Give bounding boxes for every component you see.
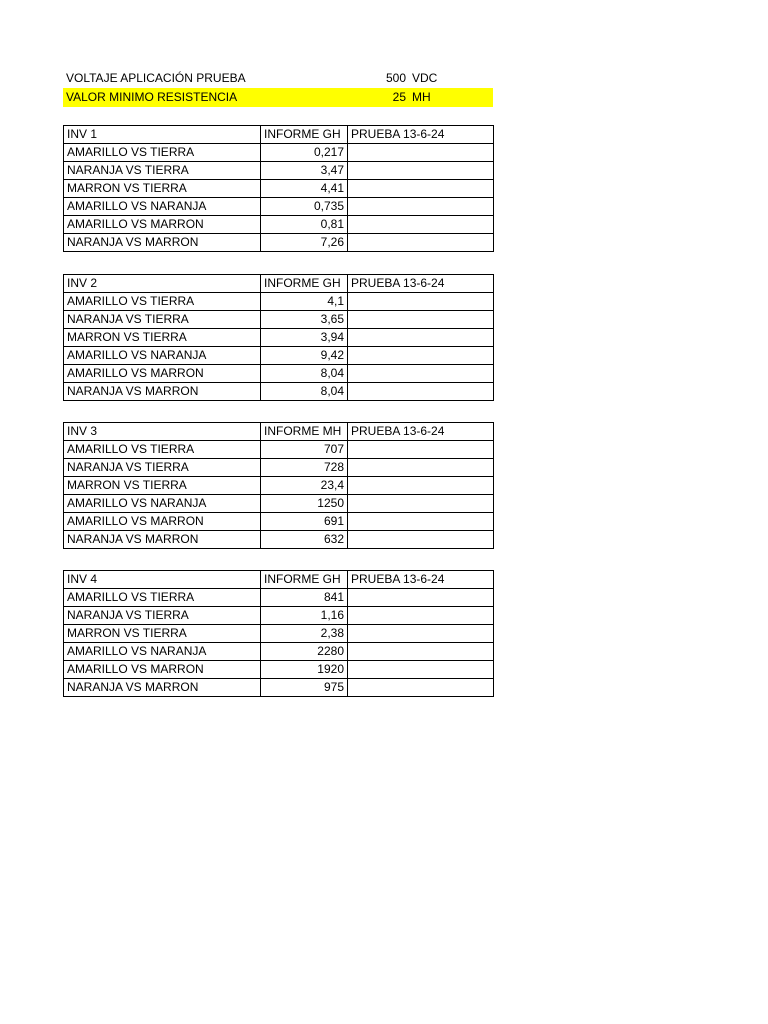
report-header-cell: INFORME GH	[261, 126, 348, 144]
table-row	[64, 643, 494, 661]
table-row	[64, 513, 494, 531]
row-test-cell	[348, 180, 494, 198]
row-test-cell	[348, 625, 494, 643]
table-row	[64, 162, 494, 180]
row-value-cell: 632	[261, 531, 348, 549]
table-row	[64, 198, 494, 216]
row-test-cell	[348, 329, 494, 347]
table-title-cell: INV 2	[64, 275, 261, 293]
table-row	[64, 216, 494, 234]
report-header-cell: INFORME MH	[261, 423, 348, 441]
row-value-cell: 0,735	[261, 198, 348, 216]
min-resistance-value: 25	[392, 90, 406, 104]
row-label-cell: NARANJA VS TIERRA	[64, 459, 261, 477]
row-value-cell: 975	[261, 679, 348, 697]
row-label-cell: MARRON VS TIERRA	[64, 625, 261, 643]
row-test-cell	[348, 383, 494, 401]
min-resistance-row	[63, 88, 493, 107]
row-value-cell: 0,217	[261, 144, 348, 162]
row-test-cell	[348, 198, 494, 216]
table-header-row	[64, 275, 494, 293]
row-value-cell: 0,81	[261, 216, 348, 234]
table-row	[64, 144, 494, 162]
table-title-cell: INV 3	[64, 423, 261, 441]
test-header-cell: PRUEBA 13-6-24	[348, 275, 494, 293]
voltage-label: VOLTAJE APLICACIÓN PRUEBA	[66, 71, 246, 85]
row-value-cell: 3,65	[261, 311, 348, 329]
row-value-cell: 707	[261, 441, 348, 459]
table-row	[64, 459, 494, 477]
test-header-cell: PRUEBA 13-6-24	[348, 126, 494, 144]
row-test-cell	[348, 477, 494, 495]
row-label-cell: NARANJA VS MARRON	[64, 234, 261, 252]
row-value-cell: 7,26	[261, 234, 348, 252]
row-label-cell: MARRON VS TIERRA	[64, 477, 261, 495]
row-value-cell: 2280	[261, 643, 348, 661]
row-label-cell: AMARILLO VS NARANJA	[64, 347, 261, 365]
table-row	[64, 679, 494, 697]
table-row	[64, 531, 494, 549]
row-value-cell: 3,94	[261, 329, 348, 347]
row-label-cell: NARANJA VS MARRON	[64, 679, 261, 697]
row-label-cell: AMARILLO VS NARANJA	[64, 495, 261, 513]
row-value-cell: 3,47	[261, 162, 348, 180]
row-label-cell: AMARILLO VS NARANJA	[64, 198, 261, 216]
row-test-cell	[348, 495, 494, 513]
inv-table-2	[63, 274, 494, 401]
table-row	[64, 625, 494, 643]
row-test-cell	[348, 347, 494, 365]
table-row	[64, 293, 494, 311]
table-title-cell: INV 1	[64, 126, 261, 144]
row-test-cell	[348, 589, 494, 607]
row-value-cell: 728	[261, 459, 348, 477]
inv-table-4	[63, 570, 494, 697]
row-label-cell: AMARILLO VS TIERRA	[64, 293, 261, 311]
row-value-cell: 2,38	[261, 625, 348, 643]
table-row	[64, 607, 494, 625]
row-label-cell: MARRON VS TIERRA	[64, 329, 261, 347]
row-label-cell: NARANJA VS TIERRA	[64, 607, 261, 625]
row-test-cell	[348, 162, 494, 180]
table-row	[64, 589, 494, 607]
row-value-cell: 1250	[261, 495, 348, 513]
voltage-unit: VDC	[412, 71, 438, 85]
table-row	[64, 495, 494, 513]
row-test-cell	[348, 216, 494, 234]
row-label-cell: AMARILLO VS MARRON	[64, 216, 261, 234]
report-header-cell: INFORME GH	[261, 275, 348, 293]
min-resistance-label: VALOR MINIMO RESISTENCIA	[66, 90, 238, 104]
table-row	[64, 180, 494, 198]
row-test-cell	[348, 365, 494, 383]
row-value-cell: 8,04	[261, 383, 348, 401]
table-row	[64, 234, 494, 252]
row-label-cell: AMARILLO VS TIERRA	[64, 441, 261, 459]
row-value-cell: 23,4	[261, 477, 348, 495]
min-resistance-unit: MH	[412, 90, 431, 104]
inv-table-3	[63, 422, 494, 549]
test-header-cell: PRUEBA 13-6-24	[348, 423, 494, 441]
report-header-cell: INFORME GH	[261, 571, 348, 589]
row-test-cell	[348, 459, 494, 477]
row-value-cell: 1,16	[261, 607, 348, 625]
row-label-cell: NARANJA VS TIERRA	[64, 311, 261, 329]
table-row	[64, 365, 494, 383]
test-header-cell: PRUEBA 13-6-24	[348, 571, 494, 589]
inv-table-1	[63, 125, 494, 252]
row-value-cell: 4,1	[261, 293, 348, 311]
row-value-cell: 8,04	[261, 365, 348, 383]
table-row	[64, 311, 494, 329]
row-label-cell: NARANJA VS MARRON	[64, 383, 261, 401]
table-row	[64, 383, 494, 401]
row-test-cell	[348, 679, 494, 697]
row-value-cell: 841	[261, 589, 348, 607]
row-label-cell: AMARILLO VS NARANJA	[64, 643, 261, 661]
row-test-cell	[348, 293, 494, 311]
row-test-cell	[348, 144, 494, 162]
row-value-cell: 1920	[261, 661, 348, 679]
row-value-cell: 691	[261, 513, 348, 531]
table-header-row	[64, 423, 494, 441]
table-title-cell: INV 4	[64, 571, 261, 589]
row-test-cell	[348, 531, 494, 549]
row-value-cell: 4,41	[261, 180, 348, 198]
row-label-cell: AMARILLO VS TIERRA	[64, 589, 261, 607]
row-label-cell: AMARILLO VS MARRON	[64, 661, 261, 679]
row-test-cell	[348, 311, 494, 329]
row-value-cell: 9,42	[261, 347, 348, 365]
table-row	[64, 661, 494, 679]
voltage-row	[63, 69, 493, 88]
row-label-cell: AMARILLO VS MARRON	[64, 513, 261, 531]
row-label-cell: NARANJA VS TIERRA	[64, 162, 261, 180]
row-label-cell: MARRON VS TIERRA	[64, 180, 261, 198]
voltage-value: 500	[385, 71, 406, 85]
row-test-cell	[348, 513, 494, 531]
row-label-cell: NARANJA VS MARRON	[64, 531, 261, 549]
table-row	[64, 329, 494, 347]
row-label-cell: AMARILLO VS MARRON	[64, 365, 261, 383]
row-test-cell	[348, 643, 494, 661]
table-row	[64, 347, 494, 365]
row-label-cell: AMARILLO VS TIERRA	[64, 144, 261, 162]
table-header-row	[64, 126, 494, 144]
row-test-cell	[348, 441, 494, 459]
row-test-cell	[348, 661, 494, 679]
row-test-cell	[348, 234, 494, 252]
table-row	[64, 441, 494, 459]
row-test-cell	[348, 607, 494, 625]
table-row	[64, 477, 494, 495]
table-header-row	[64, 571, 494, 589]
